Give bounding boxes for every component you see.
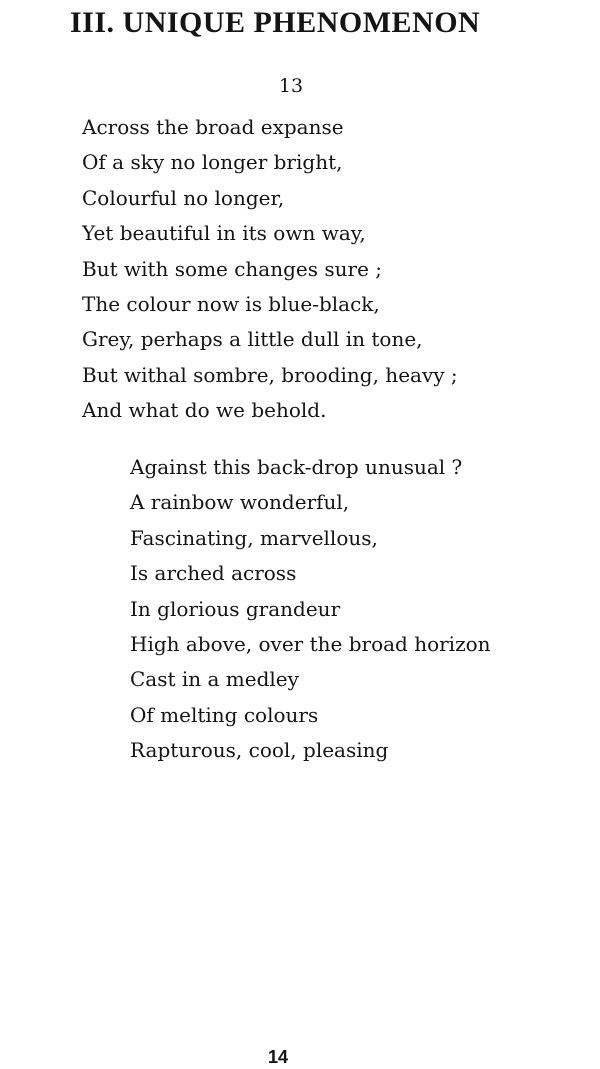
poem-line: Grey, perhaps a little dull in tone, (82, 327, 423, 352)
stanza-2 (130, 450, 491, 769)
section-heading: III. UNIQUE PHENOMENON (70, 6, 481, 39)
poem-line: Of a sky no longer bright, (82, 150, 343, 175)
poem-line: Cast in a medley (130, 667, 299, 692)
poem-number: 13 (278, 75, 304, 97)
poem-line: Fascinating, marvellous, (130, 525, 378, 550)
poem-line: High above, over the broad horizon (130, 631, 491, 656)
poem-line: But withal sombre, brooding, heavy ; (82, 362, 458, 387)
poem-line: But with some changes sure ; (82, 256, 383, 281)
poem-line: And what do we behold. (82, 398, 327, 423)
poem-line: Colourful no longer, (82, 185, 285, 210)
poem-line: In glorious grandeur (130, 596, 341, 621)
poem-line: Of melting colours (130, 702, 319, 727)
poem-line: A rainbow wonderful, (130, 490, 350, 515)
poem-line: Across the broad expanse (82, 115, 344, 139)
poem-line: Rapturous, cool, pleasing (130, 738, 389, 763)
poem-line: Is arched across (130, 561, 297, 586)
poem-line: Against this back-drop unusual ? (130, 455, 463, 479)
poem-line: Yet beautiful in its own way, (82, 221, 366, 246)
poem-line: The colour now is blue-black, (82, 291, 380, 316)
page-number: 14 (267, 1047, 289, 1067)
stanza-1 (82, 110, 458, 429)
